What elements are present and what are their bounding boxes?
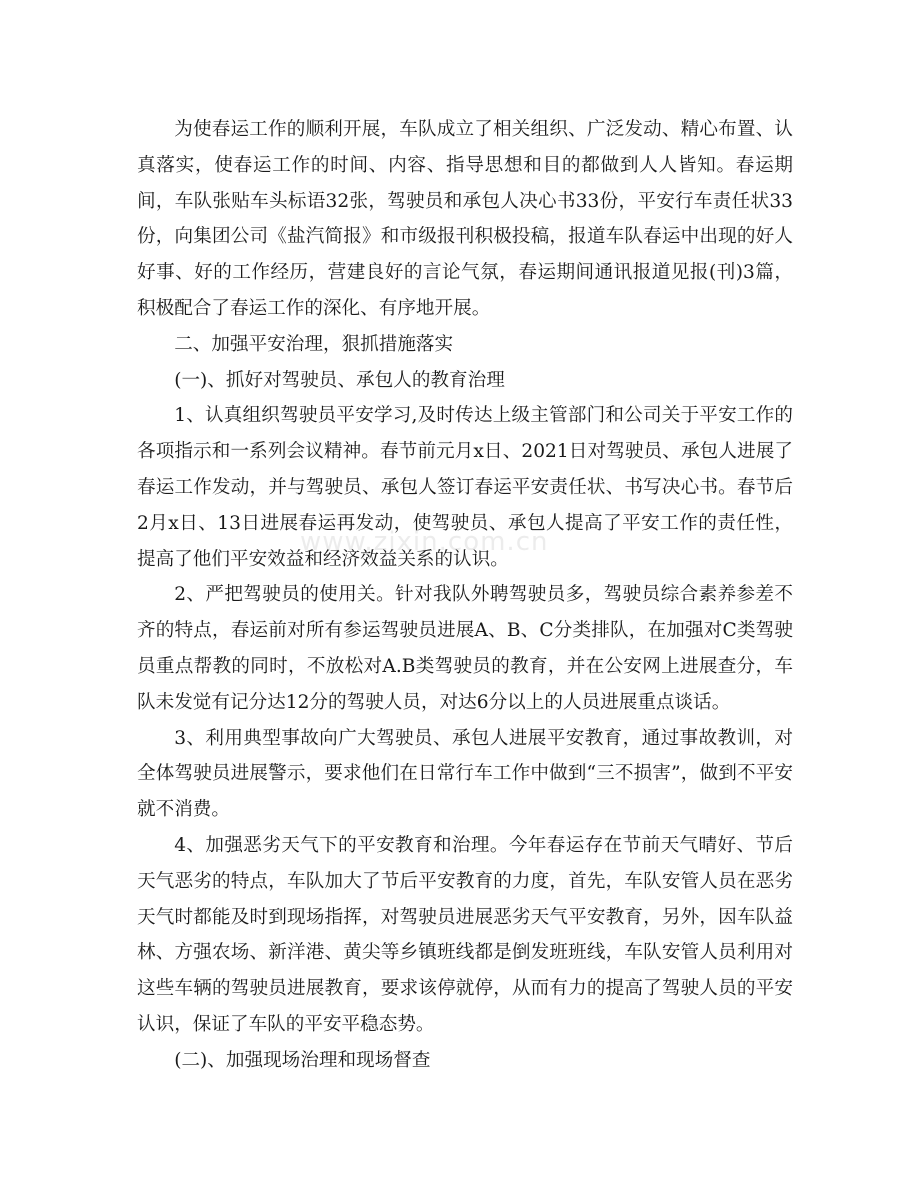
watermark: www.zixin.com.cn <box>300 527 549 557</box>
paragraph-item-3: 3、利用典型事故向广大驾驶员、承包人进展平安教育，通过事故教训，对全体驾驶员进展警示，要求他们在日常行车工作中做到“三不损害”，做到不平安就不消费。 <box>137 727 793 821</box>
section-heading-safety-management: 二、加强平安治理，狠抓措施落实 <box>174 333 454 355</box>
subsection-heading-onsite: (二)、加强现场治理和现场督查 <box>174 1049 431 1071</box>
paragraph-publicity: 为使春运工作的顺利开展，车队成立了相关组织、广泛发动、精心布置、认真落实，使春运工作的时间、内容、指导思想和目的都做到人人皆知。春运期间，车队张贴车头标语32张，驾驶员和承包人决心书33份，平安行车责任状33份，向集团公司《盐汽简报》和市级报刊积极投稿，报道车队春运中出现的好人好事、好的工作经历，营建良好的言论气氛，春运期间通讯报道见报(刊)3篇，积极配合了春运工作的深化、有序地开展。 <box>137 119 793 319</box>
paragraph-item-2: 2、严把驾驶员的使用关。针对我队外聘驾驶员多，驾驶员综合素养参差不齐的特点，春运前对所有参运驾驶员进展A、B、C分类排队，在加强对C类驾驶员重点帮教的同时，不放松对A.B类驾驶员的教育，并在公安网上进展查分，车队未发觉有记分达12分的驾驶人员，对达6分以上的人员进展重点谈话。 <box>137 584 793 713</box>
document-body <box>137 112 793 1079</box>
subsection-heading-education: (一)、抓好对驾驶员、承包人的教育治理 <box>174 369 505 391</box>
paragraph-item-1: 1、认真组织驾驶员平安学习,及时传达上级主管部门和公司关于平安工作的各项指示和一系列会议精神。春节前元月x日、2021日对驾驶员、承包人进展了春运工作发动，并与驾驶员、承包人签订春运平安责任状、书写决心书。春节后2月x日、13日进展春运再发动，使驾驶员、承包人提高了平安工作的责任性，提高了他们平安效益和经济效益关系的认识。 <box>137 405 793 570</box>
paragraph-item-4: 4、加强恶劣天气下的平安教育和治理。今年春运存在节前天气晴好、节后天气恶劣的特点，车队加大了节后平安教育的力度，首先，车队安管人员在恶劣天气时都能及时到现场指挥，对驾驶员进展恶劣天气平安教育，另外，因车队益林、方强农场、新洋港、黄尖等乡镇班线都是倒发班班线，车队安管人员利用对这些车辆的驾驶员进展教育，要求该停就停，从而有力的提高了驾驶人员的平安认识，保证了车队的平安平稳态势。 <box>137 834 793 1035</box>
